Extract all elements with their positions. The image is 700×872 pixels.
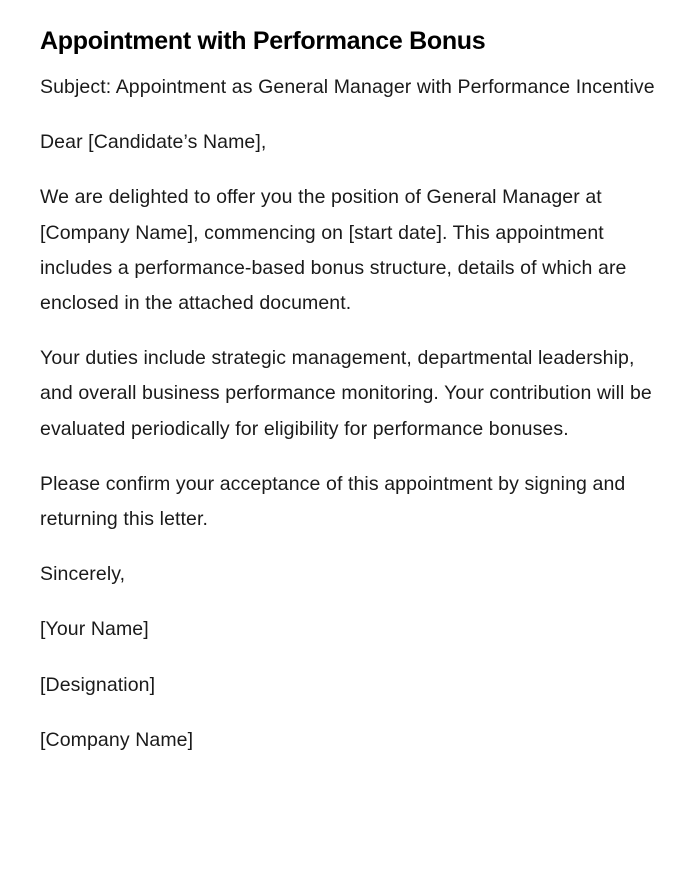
signature-company: [Company Name]: [40, 728, 194, 751]
closing: Sincerely,: [40, 563, 126, 586]
document-title: Appointment with Performance Bonus: [40, 27, 486, 55]
signature-designation: [Designation]: [40, 673, 156, 696]
signature-name: [Your Name]: [40, 618, 149, 641]
salutation: Dear [Candidate’s Name],: [40, 131, 267, 154]
subject-line: Subject: Appointment as General Manager with Performance Incentive: [40, 76, 655, 98]
body-paragraph-offer: We are delighted to offer you the position of General Manager at [Company Name], commencing on [start date]. This appointment includes a performance-based bonus structure, details of which are enclosed in the attached document.: [40, 186, 627, 315]
body-paragraph-duties: Your duties include strategic management, departmental leadership, and overall business performance monitoring. Your contribution will be evaluated periodically for eligibility for performance bonuses.: [40, 347, 652, 440]
body-paragraph-confirmation: Please confirm your acceptance of this appointment by signing and returning this letter.: [40, 472, 626, 531]
